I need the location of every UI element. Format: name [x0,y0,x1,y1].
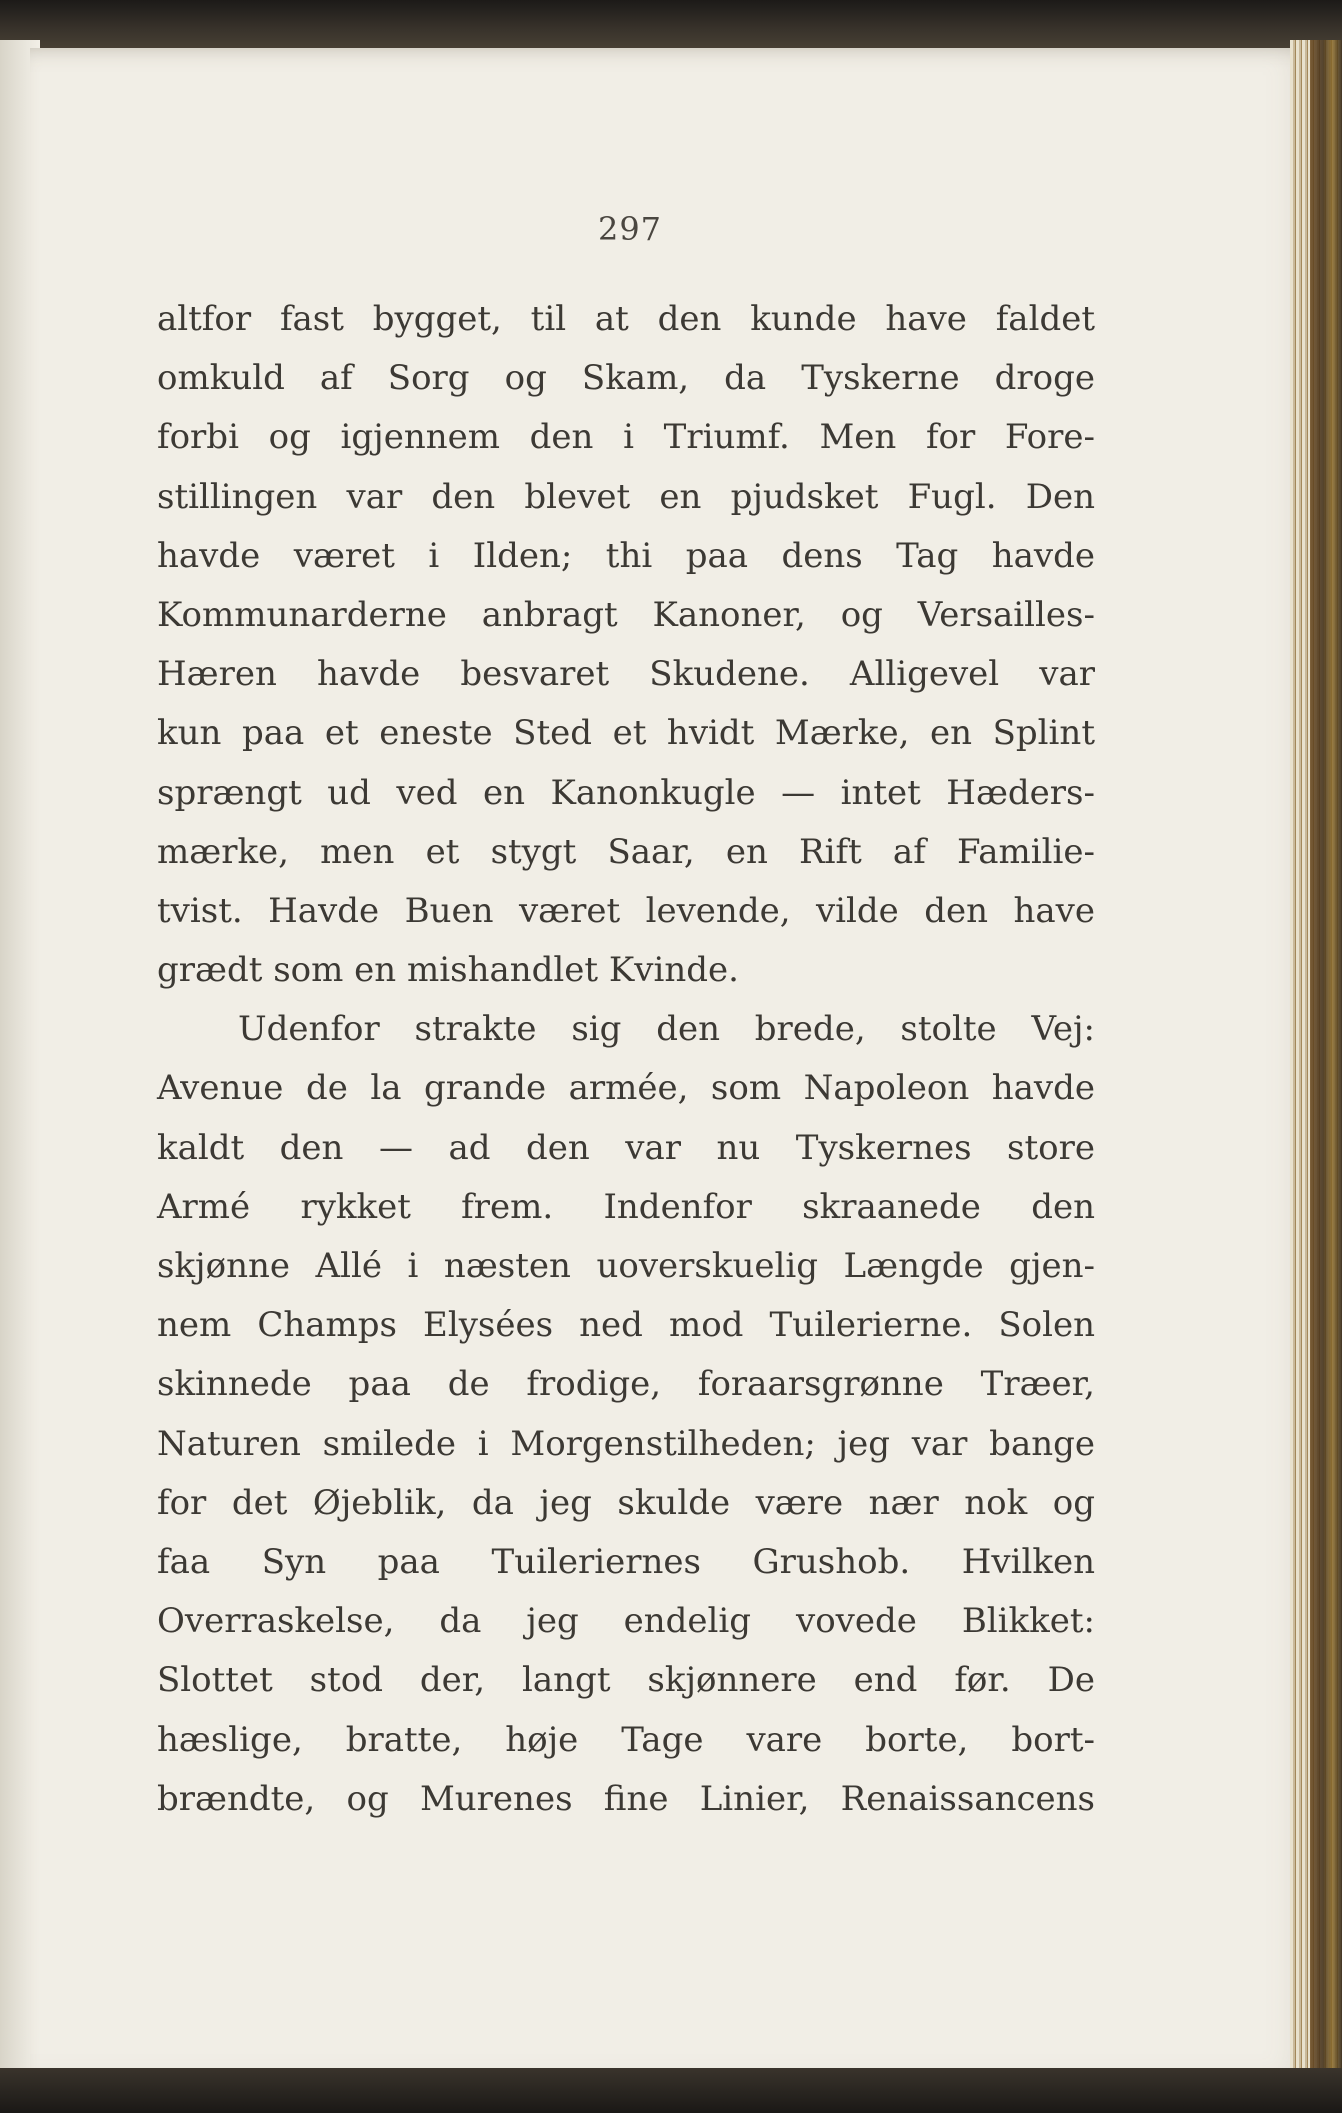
text-line: kun paa et eneste Sted et hvidt Mærke, en Splint [157,713,1095,754]
text-line: brændte, og Murenes fine Linier, Renaissancens [157,1778,1095,1819]
book-bottom-edge [0,2068,1342,2113]
text-line: altfor fast bygget, til at den kunde have faldet [157,299,1095,339]
text-line: tvist. Havde Buen været levende, vilde den have [157,890,1095,931]
text-line: Kommunarderne anbragt Kanoner, og Versailles- [157,594,1095,635]
text-line: Armé rykket frem. Indenfor skraanede den [157,1186,1095,1227]
text-line: nem Champs Elysées ned mod Tuilerierne. Solen [157,1305,1095,1346]
text-line: skinnede paa de frodige, foraarsgrønne Træer, [157,1364,1095,1405]
text-line: hæslige, bratte, høje Tage vare borte, bort- [157,1719,1095,1760]
page-number: 297 [597,210,663,248]
text-line: stillingen var den blevet en pjudsket Fugl. Den [157,476,1095,517]
text-line: skjønne Allé i næsten uoverskuelig Længde gjen- [157,1246,1095,1286]
text-line: sprængt ud ved en Kanonkugle — intet Hæders- [157,772,1095,813]
text-line: kaldt den — ad den var nu Tyskernes store [157,1127,1095,1168]
book-binding [1310,40,1342,2090]
text-line: forbi og igjennem den i Triumf. Men for Fore- [157,417,1095,458]
text-line: Avenue de la grande armée, som Napoleon havde [157,1068,1095,1109]
book-top-edge [0,0,1342,52]
body-text [157,290,1095,1829]
text-line: faa Syn paa Tuileriernes Grushob. Hvilken [157,1541,1095,1582]
text-line: mærke, men et stygt Saar, en Rift af Familie- [157,831,1095,872]
text-line: for det Øjeblik, da jeg skulde være nær nok og [157,1482,1095,1523]
text-line: Hæren havde besvaret Skudene. Alligevel var [157,654,1095,695]
paragraph-start-line: Udenfor strakte sig den brede, stolte Vej: [238,1009,1095,1050]
text-line: Naturen smilede i Morgenstilheden; jeg var bange [157,1423,1095,1464]
text-line: Overraskelse, da jeg endelig vovede Blikket: [157,1601,1095,1642]
text-line: Slottet stod der, langt skjønnere end før. De [157,1660,1095,1701]
paragraph-end-line: grædt som en mishandlet Kvinde. [157,950,739,991]
text-line: havde været i Ilden; thi paa dens Tag havde [157,535,1095,576]
text-line: omkuld af Sorg og Skam, da Tyskerne droge [157,358,1095,399]
